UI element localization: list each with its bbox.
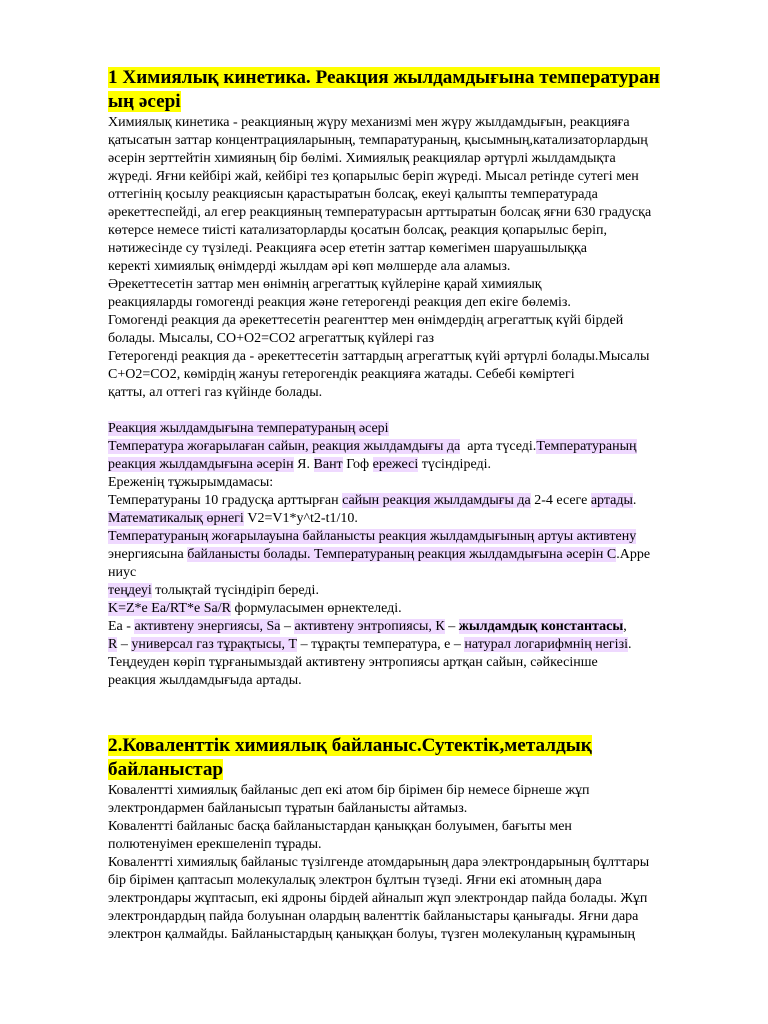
text-line: ниус xyxy=(108,565,137,580)
section-1-body xyxy=(108,114,720,402)
highlighted-text: активтену энергиясы, Sa xyxy=(134,619,281,634)
text-line xyxy=(108,528,720,546)
section-1-heading-line: 1 Химиялық кинетика. Реакция жылдамдығына температуран xyxy=(108,67,660,88)
text-line xyxy=(108,546,720,564)
highlighted-text: R xyxy=(108,637,118,652)
plain-text: Я. xyxy=(293,457,314,472)
highlighted-text: жылдамдық константасы xyxy=(458,619,624,634)
plain-text: – xyxy=(444,619,459,634)
highlighted-text: Sa/R xyxy=(203,601,231,616)
highlighted-text: Математикалық өрнегі xyxy=(108,511,244,526)
spacer xyxy=(108,690,720,716)
text-line: қатты, ал оттегі газ күйінде болады. xyxy=(108,385,323,400)
plain-text: түсіндіреді. xyxy=(418,457,491,472)
plain-text: V2=V1*y^t2-t1 xyxy=(243,511,337,526)
highlighted-text: Реакция жылдамдығына температураның әсері xyxy=(108,421,389,436)
spacer xyxy=(108,402,720,420)
highlighted-text: реакция жылдамдығына әсерін xyxy=(108,457,294,472)
text-line xyxy=(108,456,720,474)
highlighted-text: Температура жоғарылаған сайын, реакция жылдамдығы да xyxy=(108,439,461,454)
plain-text: толықтай түсіндіріп береді. xyxy=(151,583,319,598)
section-2-heading-line: байланыстар xyxy=(108,759,224,780)
plain-text: энергиясына xyxy=(108,547,188,562)
highlighted-text: Температураның жоғарылауына байланысты реакция жылдамдығының артуы активтену xyxy=(108,529,637,544)
plain-text: Еа - xyxy=(108,619,135,634)
plain-text: . xyxy=(632,493,637,508)
text-line: Теңдеуден көріп тұрғанымыздай активтену энтропиясы артқан сайын, сәйкесінше xyxy=(108,655,598,670)
text-line: реакцияларды гомогенді реакция және гетерогенді реакция деп екіге бөлеміз. xyxy=(108,295,571,310)
text-line: бір бірімен қаптасып молекулалық электрон бұлтын түзеді. Яғни екі атомның дара xyxy=(108,873,602,888)
text-line: электрон қалмайды. Байланыстардың қаныққан болуы, түзген молекуланың құрамының xyxy=(108,927,635,942)
text-line xyxy=(108,492,720,510)
highlighted-text: универсал газ тұрақтысы, Т xyxy=(131,637,298,652)
text-line: Әрекеттесетін заттар мен өнімнің агрегаттық күйлеріне қарай химиялық xyxy=(108,277,542,292)
text-line xyxy=(108,438,720,456)
plain-text: Температураны 10 градусқа арттырған xyxy=(108,493,343,508)
highlighted-text: натурал логарифмнің негізі xyxy=(464,637,628,652)
text-line: әсерін зерттейтін химияның бір бөлімі. Химиялық реакциялар әртүрлі жылдамдықта xyxy=(108,151,616,166)
document-page xyxy=(108,66,720,944)
text-line: Ереженің тұжырымдамасы: xyxy=(108,475,274,490)
highlighted-text: активтену энтропиясы, К xyxy=(294,619,445,634)
highlighted-text: K=Z*e Ea/RT*e xyxy=(108,601,204,616)
spacer xyxy=(108,716,720,734)
text-line: Ковалентті байланыс басқа байланыстардан қаныққан болуымен, бағыты мен xyxy=(108,819,572,834)
plain-text: формуласымен өрнектеледі. xyxy=(230,601,402,616)
text-line: жүреді. Яғни кейбірі жай, кейбірі тез қопарылыс беріп жүреді. Мысал ретінде сутегі мен xyxy=(108,169,639,184)
text-line: Ковалентті химиялық байланыс деп екі атом бір бірімен бір немесе бірнеше жұп xyxy=(108,783,590,798)
section-2-heading-line: 2.Коваленттік химиялық байланыс.Сутектік,металдық xyxy=(108,735,592,756)
text-line: көтерсе немесе тиісті катализаторларды қосатын болсақ, реакция қопарылыс беріп, xyxy=(108,223,608,238)
highlighted-text: ережесі xyxy=(372,457,419,472)
section-1-heading xyxy=(108,66,720,114)
text-line: нәтижесінде су түзіледі. Реакцияға әсер ететін заттар көмегімен шаруашылыққа xyxy=(108,241,587,256)
plain-text: – xyxy=(280,619,295,634)
plain-text: арта түседі. xyxy=(467,439,537,454)
text-line: реакция жылдамдығыда артады. xyxy=(108,673,302,688)
plain-text: – xyxy=(117,637,132,652)
section-2-body xyxy=(108,782,720,944)
text-line: болады. Мысалы, СО+О2=СО2 агрегаттық күйлері газ xyxy=(108,331,435,346)
highlighted-text: артады xyxy=(590,493,633,508)
text-line: электрондары жұптасып, екі ядроны бірдей айналып жұп электрондар пайда болады. Жұп xyxy=(108,891,648,906)
text-line: Ковалентті химиялық байланыс түзілгенде атомдарының дара электрондарының бұлттары xyxy=(108,855,650,870)
plain-text: .Арре xyxy=(616,547,651,562)
temperature-effect-section xyxy=(108,420,720,690)
text-line: әрекеттеспейді, ал егер реакцияның температурасын арттыратын болсақ яғни 630 градусқа xyxy=(108,205,652,220)
section-2-heading xyxy=(108,734,720,782)
text-line: керекті химиялық өнімдерді жылдам әрі көп мөлшерде ала аламыз. xyxy=(108,259,511,274)
highlighted-text: теңдеуі xyxy=(108,583,152,598)
text-line xyxy=(108,420,720,438)
plain-text: /10. xyxy=(336,511,358,526)
text-line: С+О2=СО2, көмірдің жануы гетерогендік реакцияға жатады. Себебі көміртегі xyxy=(108,367,575,382)
highlighted-text: сайын реакция жылдамдығы да xyxy=(342,493,531,508)
text-line: оттегінің қосылу реакциясын қарастыратын болсақ, екеуі қалыпты температурада xyxy=(108,187,598,202)
text-line: Химиялық кинетика - реакцияның жүру механизмі мен жүру жылдамдығын, реакцияға xyxy=(108,115,630,130)
plain-text: Гоф xyxy=(342,457,373,472)
plain-text: – тұрақты температура, е – xyxy=(297,637,465,652)
text-line: электрондардың пайда болуынан олардың валенттік байланыстары қанығады. Яғни дара xyxy=(108,909,639,924)
text-line xyxy=(108,582,720,600)
highlighted-text: Вант xyxy=(313,457,343,472)
section-1-heading-line: ың әсері xyxy=(108,91,181,112)
plain-text: . xyxy=(628,637,632,652)
text-line xyxy=(108,636,720,654)
text-line: полютенуімен ерекшеленіп тұрады. xyxy=(108,837,322,852)
text-line: Гетерогенді реакция да - әрекеттесетін заттардың агрегаттық күйі әртүрлі болады.Мысалы xyxy=(108,349,650,364)
highlighted-text: Температураның xyxy=(536,439,637,454)
text-line xyxy=(108,600,720,618)
text-line: Гомогенді реакция да әрекеттесетін реагенттер мен өнімдердің агрегаттық күйі бірдей xyxy=(108,313,624,328)
text-line xyxy=(108,618,720,636)
plain-text: , xyxy=(623,619,627,634)
text-line: электрондармен байланысып тұратын байланысты айтамыз. xyxy=(108,801,468,816)
highlighted-text: байланысты болады. Температураның реакция жылдамдығына әсерін С xyxy=(187,547,617,562)
text-line xyxy=(108,510,720,528)
text-line: қатысатын заттар концентрацияларының, темпаратураның, қысымның,катализаторлардың xyxy=(108,133,648,148)
plain-text: 2-4 есеге xyxy=(530,493,591,508)
